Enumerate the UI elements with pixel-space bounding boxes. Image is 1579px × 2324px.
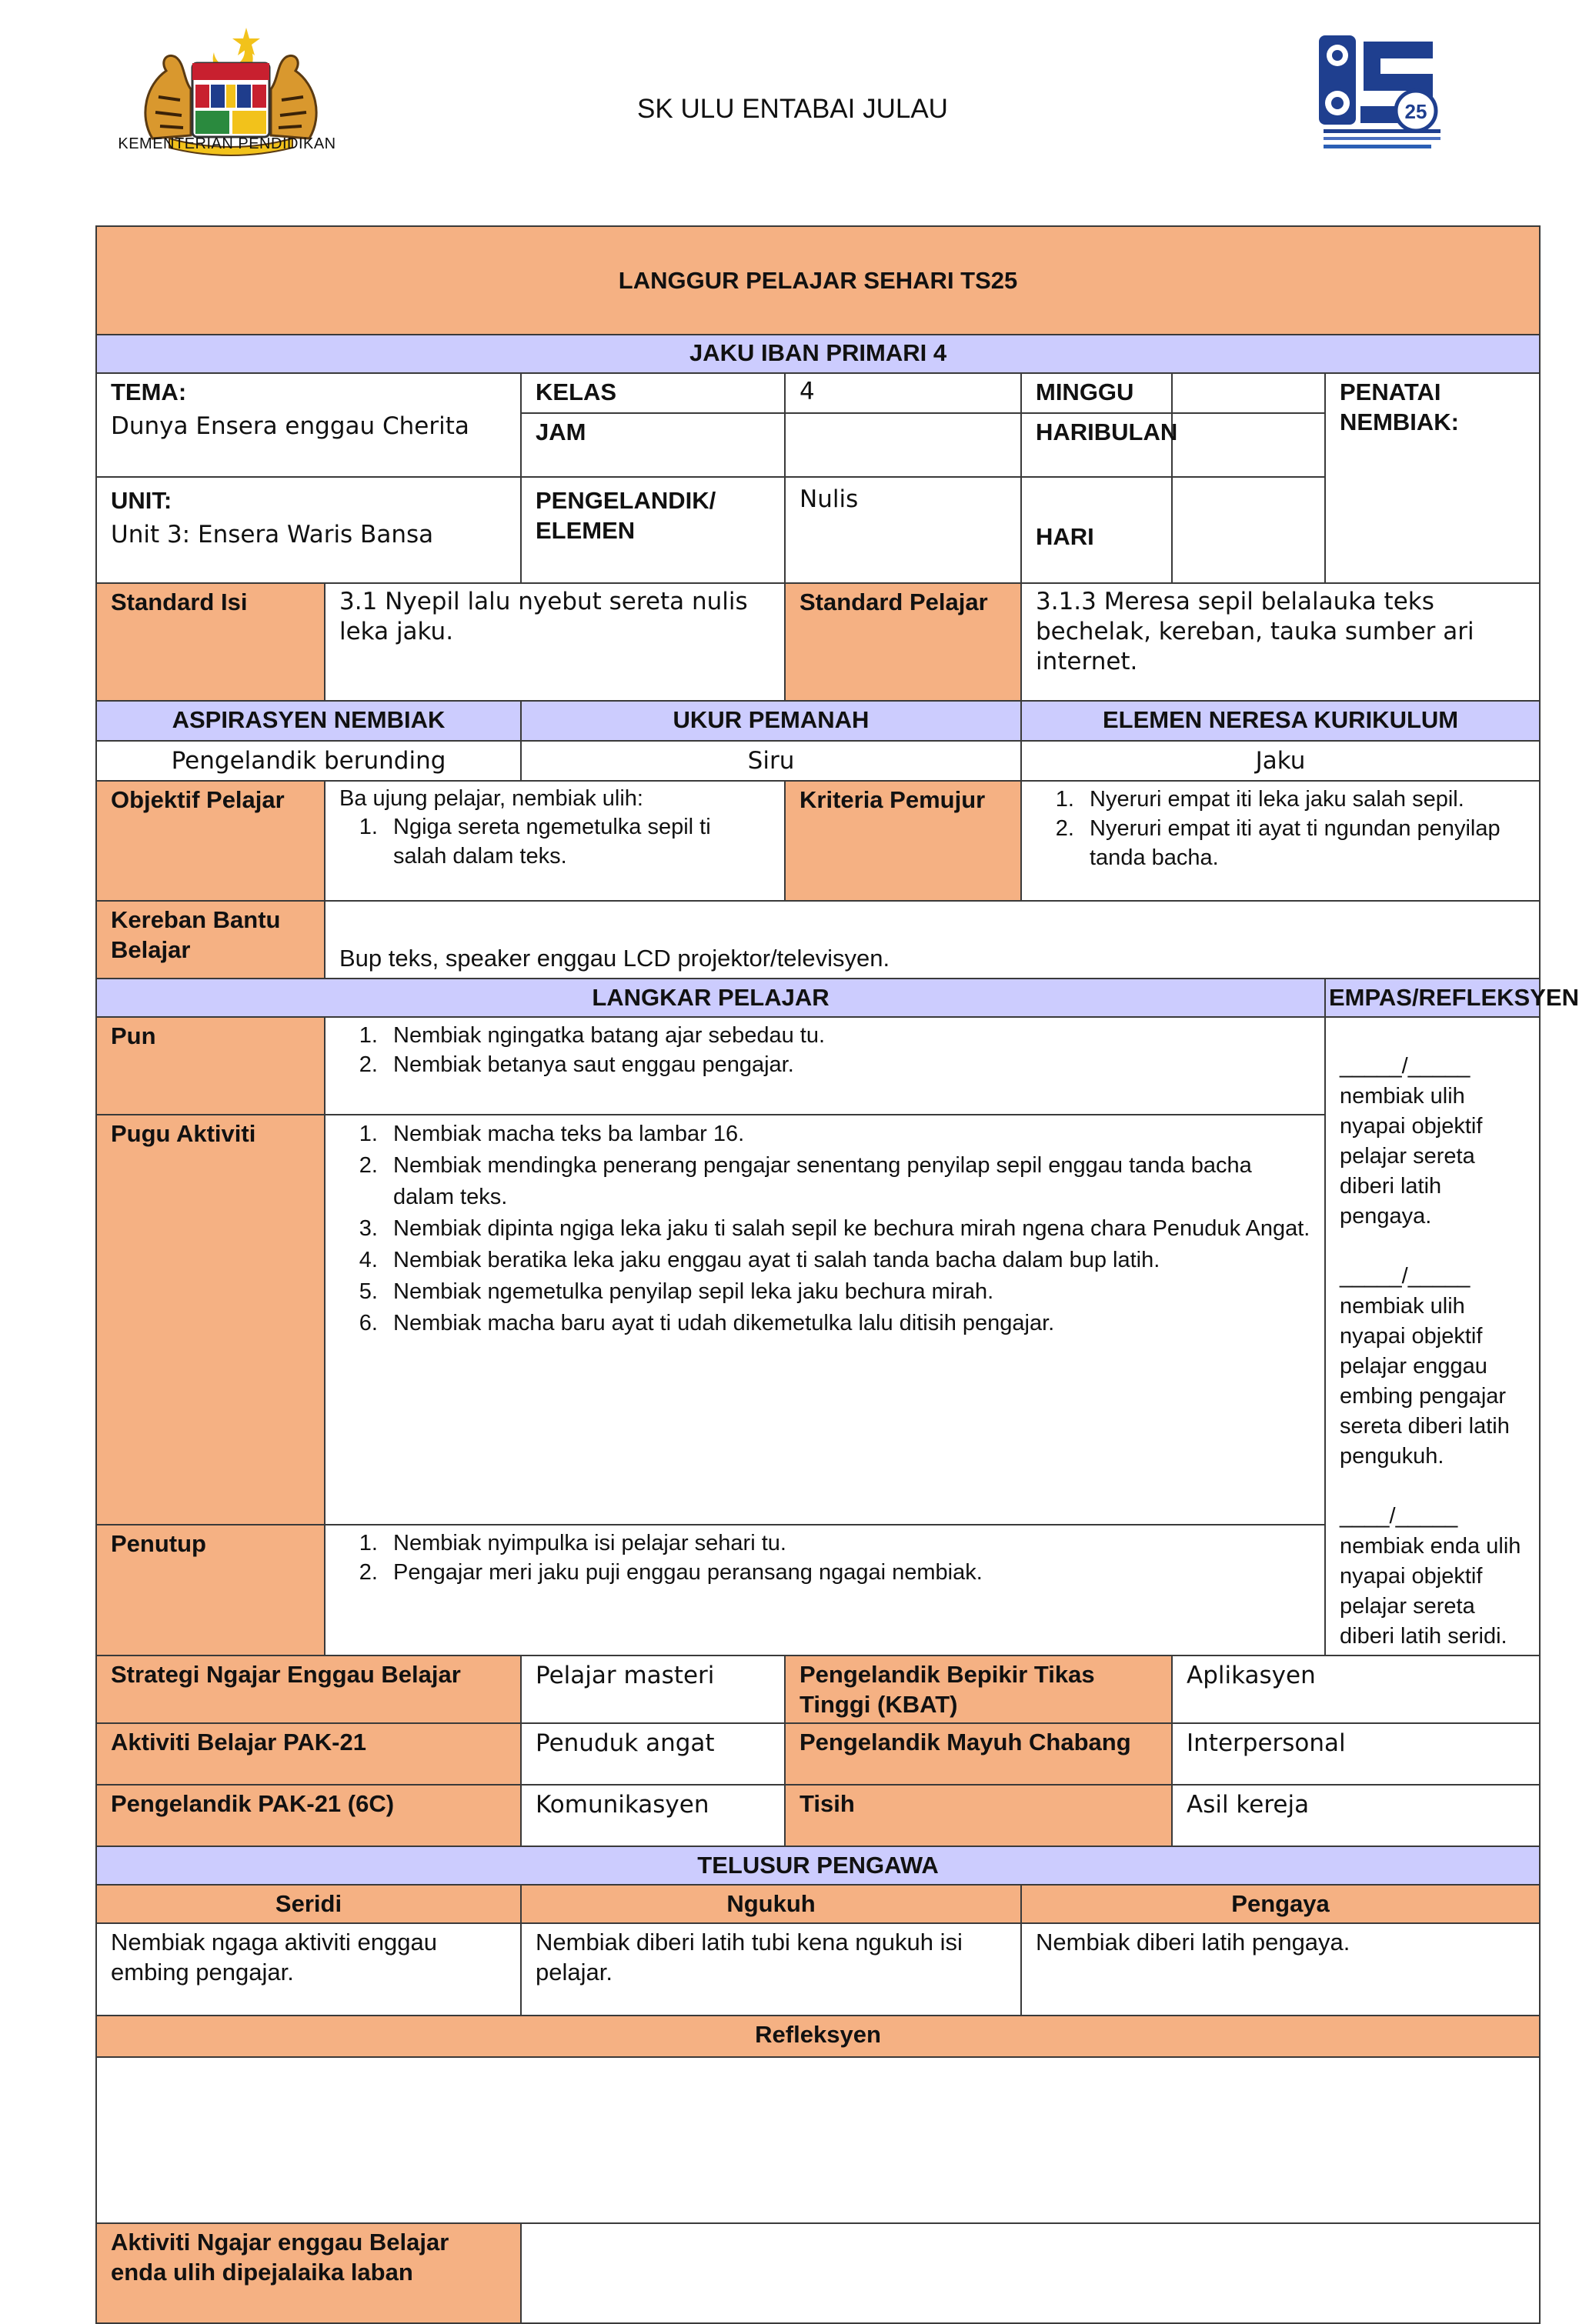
kbat-value: Aplikasyen: [1172, 1655, 1540, 1723]
standard-isi-value: 3.1 Nyepil lalu nyebut sereta nulis leka jaku.: [325, 583, 785, 701]
empas-refleksyen-cell: [1325, 1017, 1540, 1655]
standard-pelajar-label: Standard Pelajar: [785, 583, 1021, 701]
list-item: 3. Nembiak dipinta ngiga leka jaku ti salah sepil ke bechura mirah ngena chara Penuduk Angat.: [384, 1213, 1310, 1245]
ministry-caption: KEMENTERIAN PENDIDIKAN: [118, 135, 336, 152]
langkah-pelajar-header: LANGKAR PELAJAR: [96, 979, 1325, 1017]
plan-title: LANGGUR PELAJAR SEHARI TS25: [96, 226, 1540, 335]
penatai-nembiak-label: PENATAI NEMBIAK:: [1325, 373, 1540, 583]
aspirasyen-value: Pengelandik berunding: [96, 741, 521, 781]
standard-isi-label: Standard Isi: [96, 583, 325, 701]
ministry-crest-icon: [115, 23, 346, 154]
ngukuh-value: Nembiak diberi latih tubi kena ngukuh isi pelajar.: [521, 1923, 1021, 2016]
jam-value[interactable]: [785, 413, 1021, 477]
minggu-value[interactable]: [1172, 373, 1325, 413]
mayuh-chabang-label: Pengelandik Mayuh Chabang: [785, 1723, 1172, 1785]
pengelandik-pak21-label: Pengelandik PAK-21 (6C): [96, 1785, 521, 1846]
ukur-pemanah-header: UKUR PEMANAH: [521, 701, 1021, 741]
pun-list: [339, 1021, 1310, 1079]
refleksyen-input[interactable]: [96, 2057, 1540, 2223]
tema-cell: [96, 373, 521, 477]
tisih-label: Tisih: [785, 1785, 1172, 1846]
ts25-logo-icon: [1317, 32, 1447, 158]
pengaya-header: Pengaya: [1021, 1885, 1540, 1923]
unit-label: UNIT:: [111, 487, 172, 514]
ngukuh-header: Ngukuh: [521, 1885, 1021, 1923]
list-item: 2. Nembiak mendingka penerang pengajar senentang penyilap sepil enggau tanda bacha dalam teks.: [384, 1150, 1310, 1213]
aspirasyen-header: ASPIRASYEN NEMBIAK: [96, 701, 521, 741]
kriteria-label: Kriteria Pemujur: [785, 781, 1021, 901]
list-item: 4. Nembiak beratika leka jaku enggau ayat ti salah tanda bacha dalam bup latih.: [384, 1245, 1310, 1276]
document-header: [0, 0, 1576, 200]
refleksi-pengaya: _____/_____ nembiak ulih nyapai objektif pelajar sereta diberi latih pengaya.: [1340, 1054, 1483, 1229]
strategi-ngajar-value: Pelajar masteri: [521, 1655, 785, 1723]
ukur-pemanah-value: Siru: [521, 741, 1021, 781]
pengaya-value: Nembiak diberi latih pengaya.: [1021, 1923, 1540, 2016]
list-item: 1. Ngiga sereta ngemetulka sepil ti salah dalam teks.: [384, 812, 770, 871]
list-item: 1. Nyeruri empat iti leka jaku salah sepil.: [1080, 785, 1525, 814]
aktiviti-tertunda-label: Aktiviti Ngajar enggau Belajar enda ulih dipejalaika laban: [96, 2223, 521, 2323]
haribulan-label: HARIBULAN: [1021, 413, 1172, 477]
unit-cell: [96, 477, 521, 583]
pun-cell: [325, 1017, 1325, 1115]
list-item: 1. Nembiak nyimpulka isi pelajar sehari tu.: [384, 1529, 1310, 1558]
minggu-label: MINGGU: [1021, 373, 1172, 413]
aktiviti-pak21-label: Aktiviti Belajar PAK-21: [96, 1723, 521, 1785]
pugu-aktiviti-label: Pugu Aktiviti: [96, 1115, 325, 1525]
list-item: 2. Nembiak betanya saut enggau pengajar.: [384, 1050, 1310, 1079]
tema-value: Dunya Ensera enggau Cherita: [111, 412, 469, 440]
mayuh-chabang-value: Interpersonal: [1172, 1723, 1540, 1785]
objektif-list: [339, 812, 770, 871]
unit-value: Unit 3: Ensera Waris Bansa: [111, 521, 434, 548]
list-item: 6. Nembiak macha baru ayat ti udah dikemetulka lalu ditisih pengajar.: [384, 1308, 1310, 1339]
pugu-aktiviti-list: [339, 1119, 1310, 1339]
empas-refleksyen-header: EMPAS/REFLEKSYEN: [1325, 979, 1540, 1017]
school-name: SK ULU ENTABAI JULAU: [637, 94, 948, 124]
pun-label: Pun: [96, 1017, 325, 1115]
kelas-label: KELAS: [521, 373, 785, 413]
kriteria-cell: [1021, 781, 1540, 901]
lesson-plan-table: [95, 225, 1579, 2324]
kelas-value: 4: [785, 373, 1021, 413]
strategi-ngajar-label: Strategi Ngajar Enggau Belajar: [96, 1655, 521, 1723]
penutup-label: Penutup: [96, 1525, 325, 1655]
pengelandik-elemen-label: PENGELANDIK/ ELEMEN: [521, 477, 785, 583]
jam-label: JAM: [521, 413, 785, 477]
kereban-label: Kereban Bantu Belajar: [96, 901, 325, 979]
list-item: 5. Nembiak ngemetulka penyilap sepil leka jaku bechura mirah.: [384, 1276, 1310, 1308]
hari-value[interactable]: [1172, 477, 1325, 583]
elemen-kurikulum-header: ELEMEN NERESA KURIKULUM: [1021, 701, 1540, 741]
aktiviti-tertunda-input[interactable]: [521, 2223, 1540, 2323]
tisih-value: Asil kereja: [1172, 1785, 1540, 1846]
penutup-list: [339, 1529, 1310, 1587]
subject-title: JAKU IBAN PRIMARI 4: [96, 335, 1540, 373]
refleksyen-header: Refleksyen: [96, 2016, 1540, 2057]
tema-label: TEMA:: [111, 378, 187, 405]
haribulan-value[interactable]: [1172, 413, 1325, 477]
list-item: 2. Nyeruri empat iti ayat ti ngundan penyilap tanda bacha.: [1080, 814, 1525, 872]
list-item: 1. Nembiak macha teks ba lambar 16.: [384, 1119, 1310, 1150]
seridi-value: Nembiak ngaga aktiviti enggau embing pengajar.: [96, 1923, 521, 2016]
standard-pelajar-value: 3.1.3 Meresa sepil belalauka teks bechelak, kereban, tauka sumber ari internet.: [1021, 583, 1540, 701]
pengelandik-pak21-value: Komunikasyen: [521, 1785, 785, 1846]
objektif-label: Objektif Pelajar: [96, 781, 325, 901]
objektif-intro: Ba ujung pelajar, nembiak ulih:: [339, 786, 643, 811]
hari-label: HARI: [1021, 477, 1172, 583]
penutup-cell: [325, 1525, 1325, 1655]
refleksi-pengukuh: _____/_____ nembiak ulih nyapai objektif pelajar enggau embing pengajar sereta diberi latih pengukuh.: [1340, 1264, 1510, 1469]
objektif-cell: [325, 781, 785, 901]
svg-text:25: 25: [1404, 100, 1427, 123]
seridi-header: Seridi: [96, 1885, 521, 1923]
pugu-aktiviti-cell: [325, 1115, 1325, 1525]
kbat-label: Pengelandik Bepikir Tikas Tinggi (KBAT): [785, 1655, 1172, 1723]
refleksi-seridi: ____/_____ nembiak enda ulih nyapai objektif pelajar sereta diberi latih seridi.: [1340, 1504, 1521, 1649]
list-item: 1. Nembiak ngingatka batang ajar sebedau tu.: [384, 1021, 1310, 1050]
telusur-pengawa-header: TELUSUR PENGAWA: [96, 1846, 1540, 1885]
elemen-kurikulum-value: Jaku: [1021, 741, 1540, 781]
aktiviti-pak21-value: Penuduk angat: [521, 1723, 785, 1785]
list-item: 2. Pengajar meri jaku puji enggau peransang ngagai nembiak.: [384, 1558, 1310, 1587]
pengelandik-elemen-value: Nulis: [785, 477, 1021, 583]
kriteria-list: [1036, 785, 1525, 872]
kereban-value: Bup teks, speaker enggau LCD projektor/televisyen.: [325, 901, 1540, 979]
